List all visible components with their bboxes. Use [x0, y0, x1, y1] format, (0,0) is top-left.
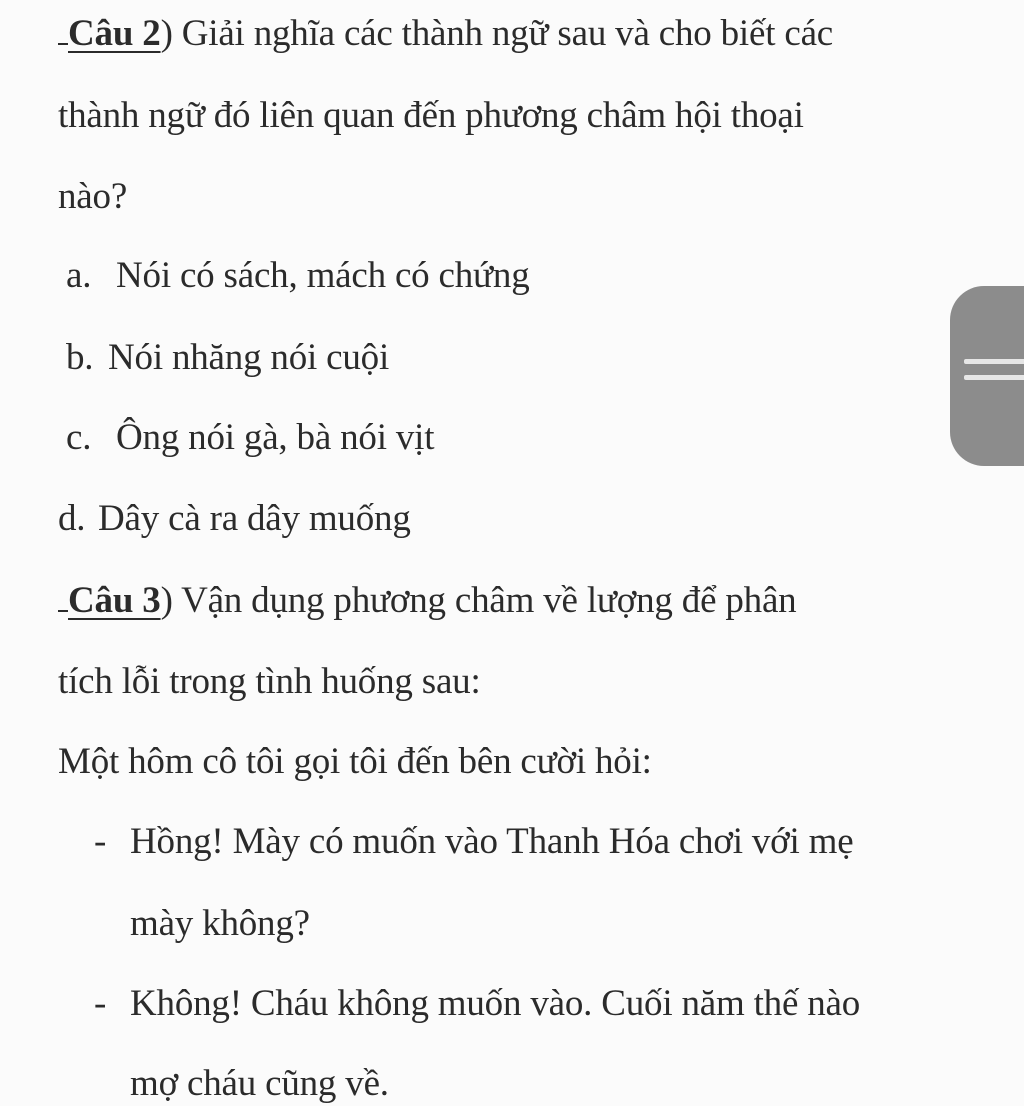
list-item-text: Ông nói gà, bà nói vịt [116, 417, 435, 458]
question-3-heading [58, 579, 796, 623]
question-2-text-line3: nào? [58, 176, 128, 217]
story-intro: Một hôm cô tôi gọi tôi đến bên cười hỏi: [58, 741, 652, 782]
question-2-label: Câu 2 [68, 13, 161, 54]
list-item-b [66, 336, 389, 380]
question-2-heading [58, 12, 833, 56]
list-item-a [66, 254, 530, 298]
question-3-text-line1: Vận dụng phương châm về lượng để phân [172, 580, 797, 621]
list-marker: b. [66, 337, 94, 378]
list-marker: c. [66, 417, 92, 458]
dialogue-dash: - [94, 821, 107, 862]
question-3-text-line2: tích lỗi trong tình huống sau: [58, 661, 481, 702]
side-drag-handle[interactable] [950, 286, 1024, 466]
list-item-c [66, 416, 434, 460]
list-item-text: Dây cà ra dây muống [98, 498, 411, 539]
underline-lead [58, 610, 68, 612]
handle-bar-top [964, 359, 1024, 364]
list-item-text: Nói có sách, mách có chứng [116, 255, 530, 296]
dialogue-1-line1 [94, 820, 853, 864]
dialogue-text: Không! Cháu không muốn vào. Cuối năm thế nào [130, 983, 861, 1024]
list-item-text: Nói nhăng nói cuội [108, 337, 390, 378]
dialogue-2-line2: mợ cháu cũng về. [130, 1063, 389, 1104]
list-item-d [58, 497, 411, 541]
dialogue-1-line2: mày không? [130, 903, 310, 944]
question-2-text-line1: Giải nghĩa các thành ngữ sau và cho biết các [172, 13, 834, 54]
question-3-label: Câu 3 [68, 580, 161, 621]
list-marker: a. [66, 255, 92, 296]
dialogue-2-line1 [94, 982, 860, 1026]
question-2-paren: ) [160, 13, 173, 54]
question-2-text-line2: thành ngữ đó liên quan đến phương châm hội thoại [58, 95, 804, 136]
dialogue-dash: - [94, 983, 107, 1024]
list-marker: d. [58, 498, 86, 539]
underline-lead [58, 43, 68, 45]
handle-bar-bottom [964, 375, 1024, 380]
question-3-paren: ) [160, 580, 173, 621]
dialogue-text: Hồng! Mày có muốn vào Thanh Hóa chơi với mẹ [130, 821, 854, 862]
